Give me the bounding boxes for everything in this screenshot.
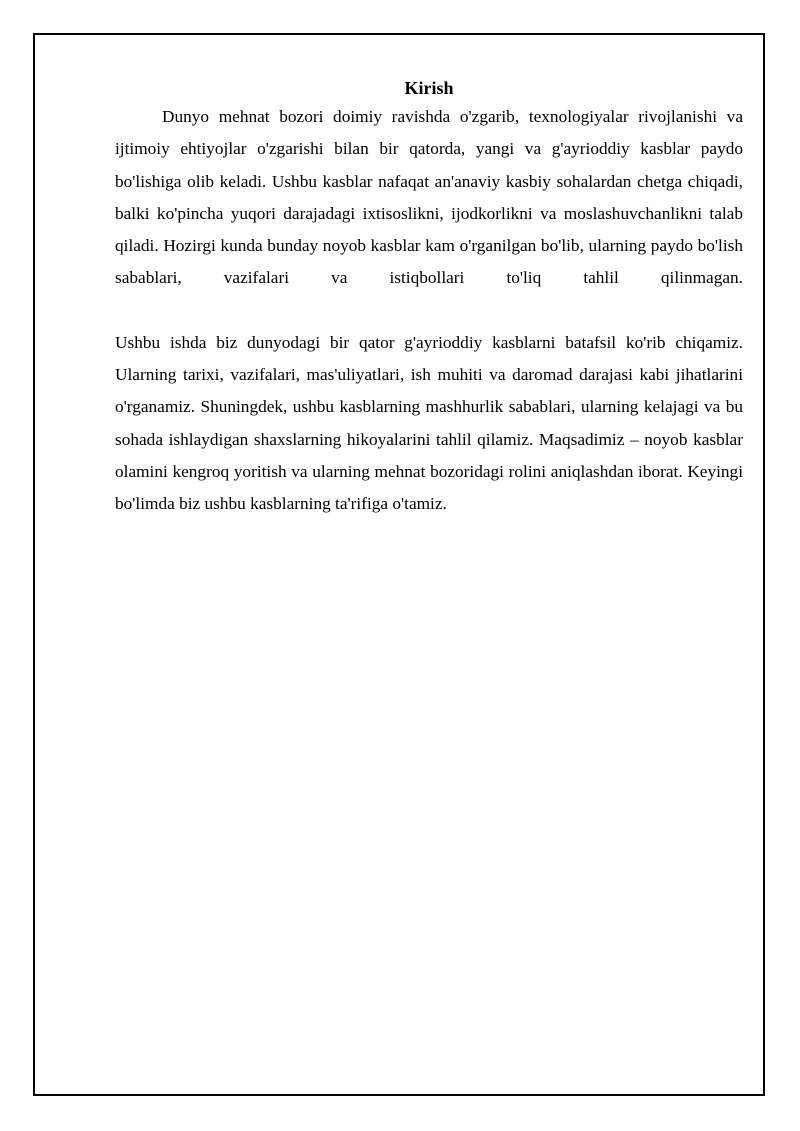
section-heading: Kirish: [404, 78, 454, 98]
paragraph-intro: Dunyo mehnat bozori doimiy ravishda o'zgarib, texnologiyalar rivojlanishi va ijtimoiy ehtiyojlar o'zgarishi bilan bir qatorda, yangi va g'ayrioddiy kasblar paydo bo'lishiga olib keladi. Ushbu kasblar nafaqat an'anaviy kasbiy sohalardan chetga chiqadi, balki ko'pincha yuqori darajadagi ixtisoslikni, ijodkorlikni va moslashuvchanlikni talab qiladi. Hozirgi kunda bunday noyob kasblar kam o'rganilgan bo'lib, ularning paydo bo'lish sabablari, vazifalari va istiqbollari to'liq tahlil qilinmagan.: [115, 107, 743, 288]
document-body: [115, 76, 743, 521]
paragraph-scope: Ushbu ishda biz dunyodagi bir qator g'ayrioddiy kasblarni batafsil ko'rib chiqamiz. Ularning tarixi, vazifalari, mas'uliyatlari, ish muhiti va daromad darajasi kabi jihatlarini o'rganamiz. Shuningdek, ushbu kasblarning mashhurlik sabablari, ularning kelajagi va bu sohada ishlaydigan shaxslarning hikoyalarini tahlil qilamiz. Maqsadimiz – noyob kasblar olamini kengroq yoritish va ularning mehnat bozoridagi rolini aniqlashdan iborat. Keyingi bo'limda biz ushbu kasblarning ta'rifiga o'tamiz.: [115, 332, 743, 514]
paragraph-spacer: [115, 295, 743, 327]
